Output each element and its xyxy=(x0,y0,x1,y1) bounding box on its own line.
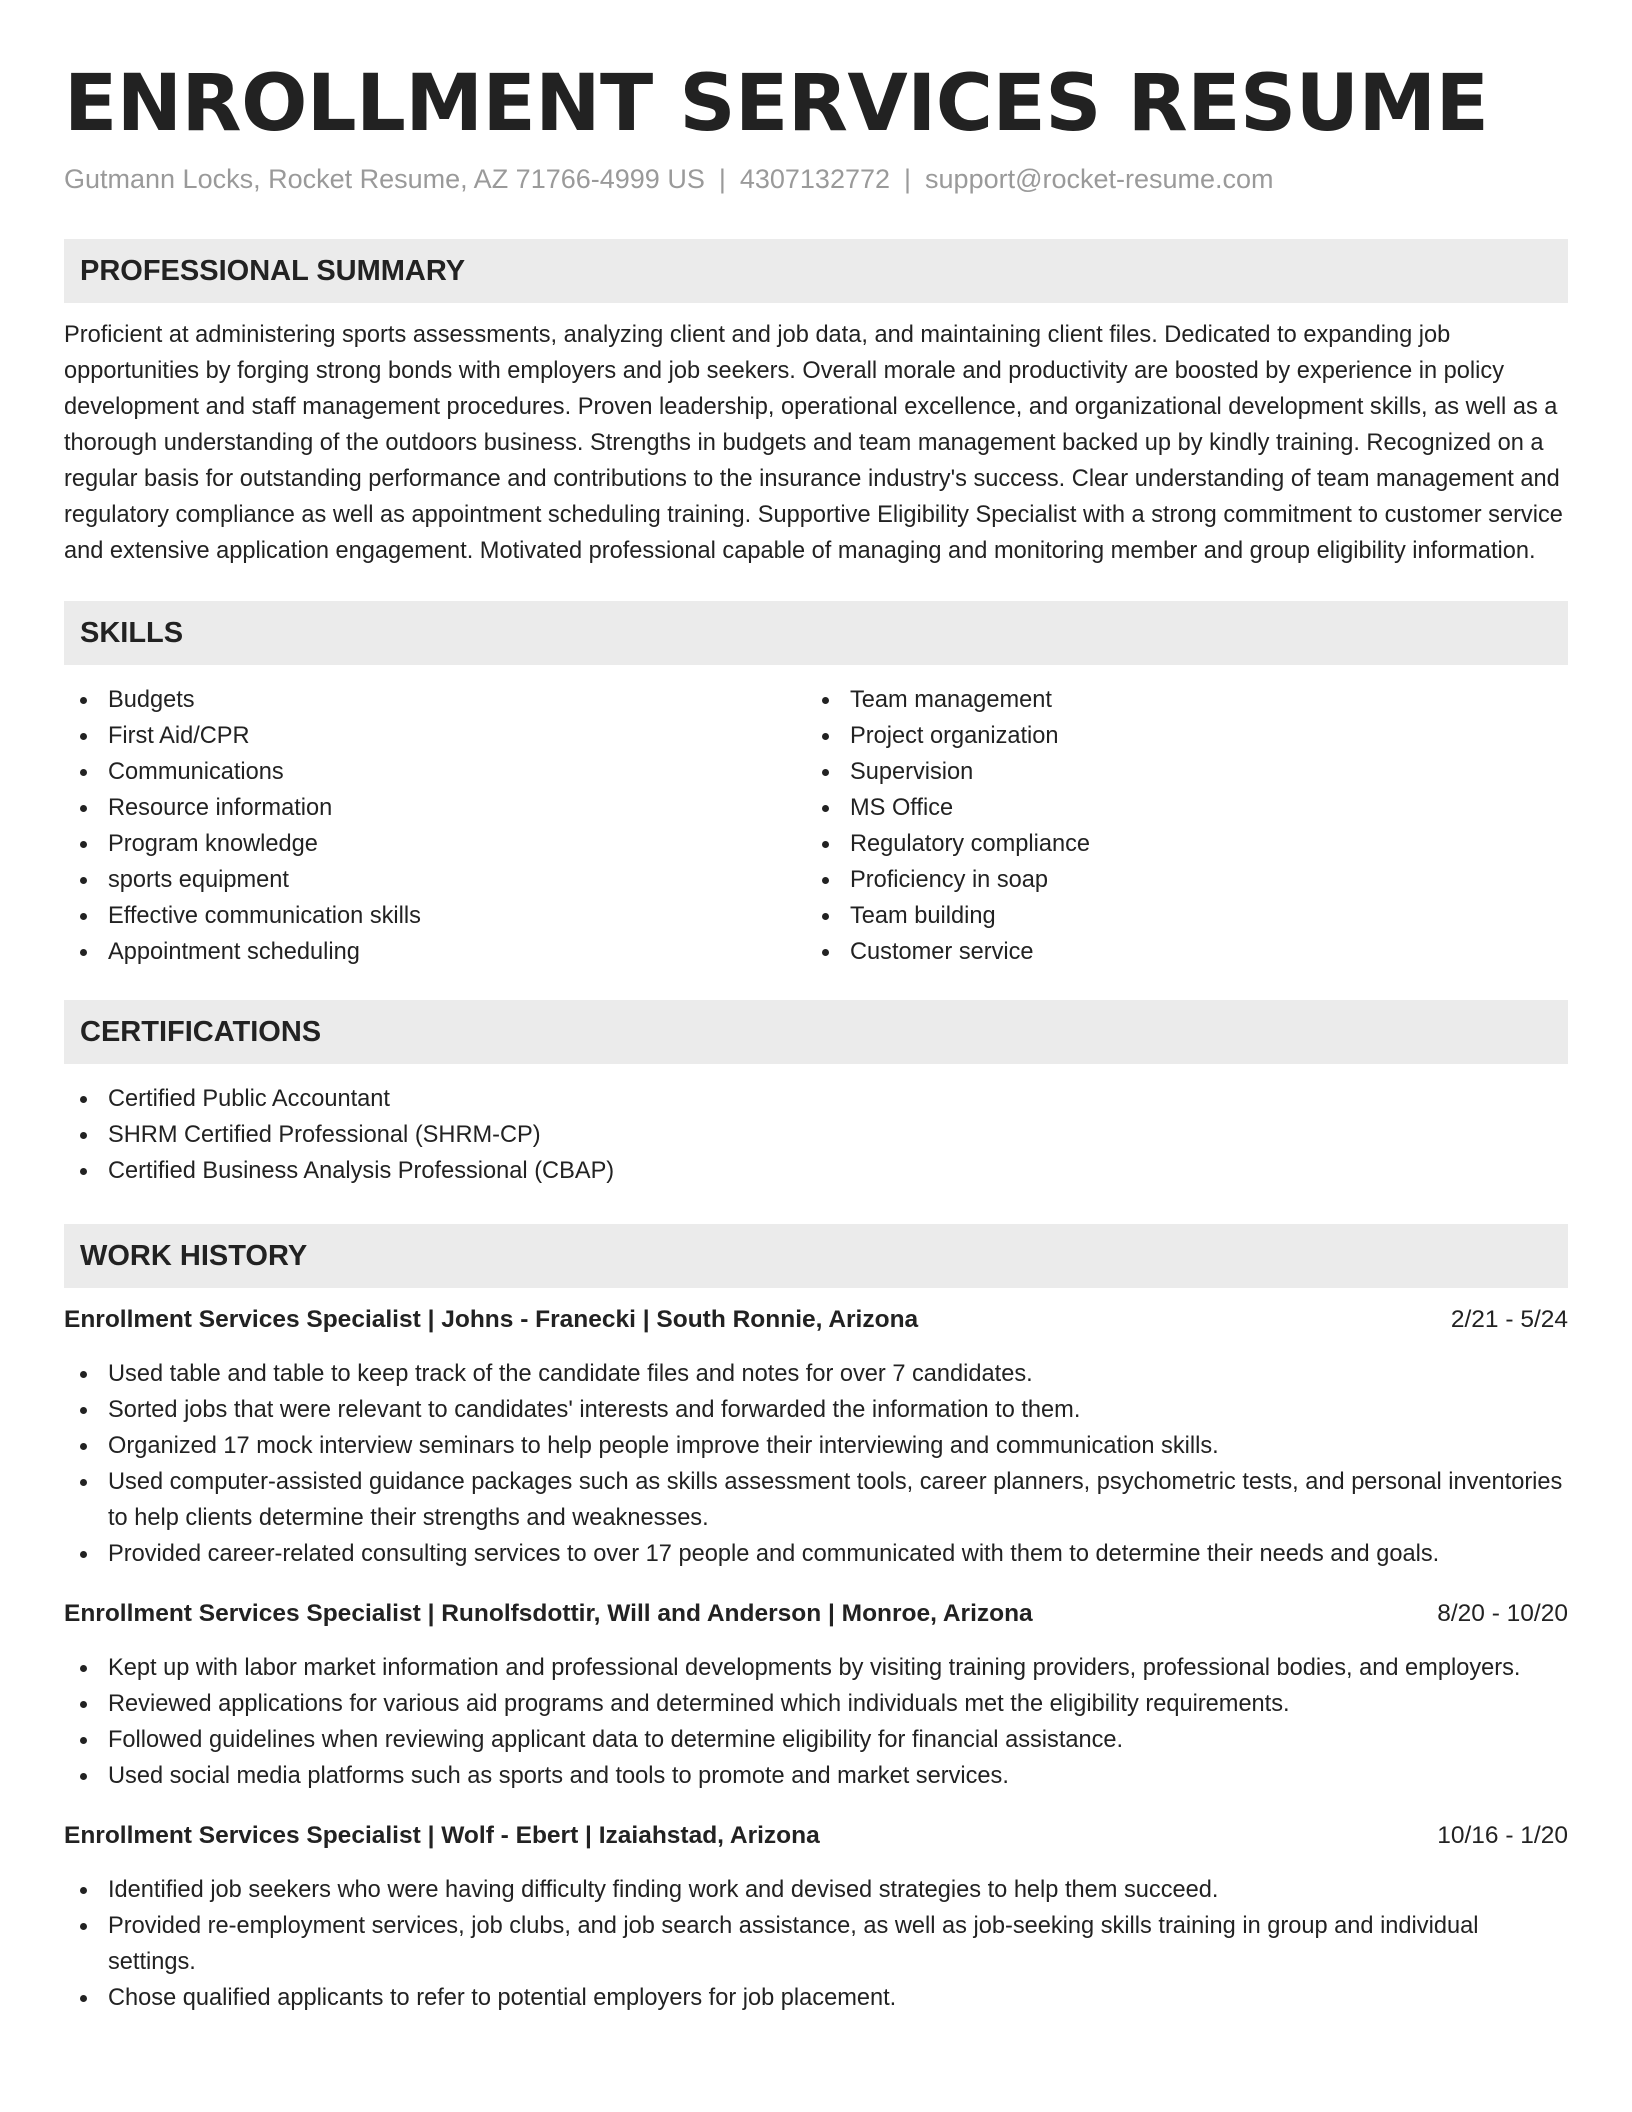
skill-item: Appointment scheduling xyxy=(64,934,806,970)
skills-column-right xyxy=(806,682,1548,970)
job-bullet: Organized 17 mock interview seminars to help people improve their interviewing and communication skills. xyxy=(64,1428,1568,1464)
skill-item: sports equipment xyxy=(64,862,806,898)
skill-item: Project organization xyxy=(806,718,1548,754)
job-entry xyxy=(64,1818,1568,2016)
section-header-skills: SKILLS xyxy=(64,601,1568,665)
resume-title: ENROLLMENT SERVICES RESUME xyxy=(64,59,1489,149)
skill-item: Communications xyxy=(64,754,806,790)
section-header-summary: PROFESSIONAL SUMMARY xyxy=(64,239,1568,303)
job-bullet: Used social media platforms such as sports and tools to promote and market services. xyxy=(64,1758,1568,1794)
contact-address: Gutmann Locks, Rocket Resume, AZ 71766-4999 US xyxy=(64,164,705,194)
job-bullet: Provided re-employment services, job clubs, and job search assistance, as well as job-seeking skills training in group and individual settings. xyxy=(64,1908,1568,1980)
job-title: Enrollment Services Specialist | Wolf - Ebert | Izaiahstad, Arizona xyxy=(64,1822,820,1849)
job-entry xyxy=(64,1596,1568,1794)
skill-item: Regulatory compliance xyxy=(806,826,1548,862)
job-title: Enrollment Services Specialist | Runolfsdottir, Will and Anderson | Monroe, Arizona xyxy=(64,1600,1033,1627)
resume-page xyxy=(64,0,1568,2016)
skill-item: MS Office xyxy=(806,790,1548,826)
job-bullets xyxy=(64,1650,1568,1794)
certification-item: Certified Public Accountant xyxy=(64,1081,1568,1117)
section-header-work-history: WORK HISTORY xyxy=(64,1224,1568,1288)
contact-phone: 4307132772 xyxy=(739,164,891,194)
job-bullet: Kept up with labor market information and professional developments by visiting training providers, professional bodies, and employers. xyxy=(64,1650,1568,1686)
job-bullet: Used computer-assisted guidance packages such as skills assessment tools, career planners, psychometric tests, and personal inventories to help clients determine their strengths and weaknesses. xyxy=(64,1464,1568,1536)
contact-separator: | xyxy=(904,164,912,194)
job-dates: 10/16 - 1/20 xyxy=(1437,1822,1568,1849)
job-bullets xyxy=(64,1872,1568,2016)
skills-list xyxy=(64,682,1568,970)
job-bullet: Followed guidelines when reviewing applicant data to determine eligibility for financial assistance. xyxy=(64,1722,1568,1758)
section-header-certifications: CERTIFICATIONS xyxy=(64,1000,1568,1064)
job-header xyxy=(64,1818,1568,1854)
skill-item: Team management xyxy=(806,682,1548,718)
summary-text: Proficient at administering sports assessments, analyzing client and job data, and maintaining client files. Dedicated to expanding job opportunities by forging strong bonds with employers and job seekers. Overall morale and productivity are boosted by experience in policy development and staff management procedures. Proven leadership, operational excellence, and organizational development skills, as well as a thorough understanding of the outdoors business. Strengths in budgets and team management backed up by kindly training. Recognized on a regular basis for outstanding performance and contributions to the insurance industry's success. Clear understanding of team management and regulatory compliance as well as appointment scheduling training. Supportive Eligibility Specialist with a strong commitment to customer service and extensive application engagement. Motivated professional capable of managing and monitoring member and group eligibility information. xyxy=(64,322,1563,564)
skill-item: Customer service xyxy=(806,934,1548,970)
certification-item: SHRM Certified Professional (SHRM-CP) xyxy=(64,1117,1568,1153)
job-dates: 8/20 - 10/20 xyxy=(1437,1600,1568,1627)
skill-item: Proficiency in soap xyxy=(806,862,1548,898)
skills-column-left xyxy=(64,682,806,970)
skill-item: Effective communication skills xyxy=(64,898,806,934)
job-dates: 2/21 - 5/24 xyxy=(1450,1306,1568,1333)
certification-item: Certified Business Analysis Professional (CBAP) xyxy=(64,1153,1568,1189)
job-bullet: Chose qualified applicants to refer to potential employers for job placement. xyxy=(64,1980,1568,2016)
skill-item: Resource information xyxy=(64,790,806,826)
job-entry xyxy=(64,1302,1568,1572)
contact-email: support@rocket-resume.com xyxy=(925,164,1274,194)
job-bullet: Sorted jobs that were relevant to candidates' interests and forwarded the information to them. xyxy=(64,1392,1568,1428)
certifications-list xyxy=(64,1081,1568,1189)
job-bullet: Identified job seekers who were having difficulty finding work and devised strategies to help them succeed. xyxy=(64,1872,1568,1908)
skill-item: Budgets xyxy=(64,682,806,718)
skill-item: Team building xyxy=(806,898,1548,934)
job-title: Enrollment Services Specialist | Johns - Franecki | South Ronnie, Arizona xyxy=(64,1306,919,1333)
job-bullet: Provided career-related consulting services to over 17 people and communicated with them to determine their needs and goals. xyxy=(64,1536,1568,1572)
job-bullet: Reviewed applications for various aid programs and determined which individuals met the eligibility requirements. xyxy=(64,1686,1568,1722)
job-header xyxy=(64,1596,1568,1632)
contact-separator: | xyxy=(718,164,726,194)
skill-item: Program knowledge xyxy=(64,826,806,862)
job-bullets xyxy=(64,1356,1568,1572)
contact-line xyxy=(64,162,1568,196)
skill-item: First Aid/CPR xyxy=(64,718,806,754)
job-bullet: Used table and table to keep track of the candidate files and notes for over 7 candidates. xyxy=(64,1356,1568,1392)
skill-item: Supervision xyxy=(806,754,1548,790)
job-header xyxy=(64,1302,1568,1338)
